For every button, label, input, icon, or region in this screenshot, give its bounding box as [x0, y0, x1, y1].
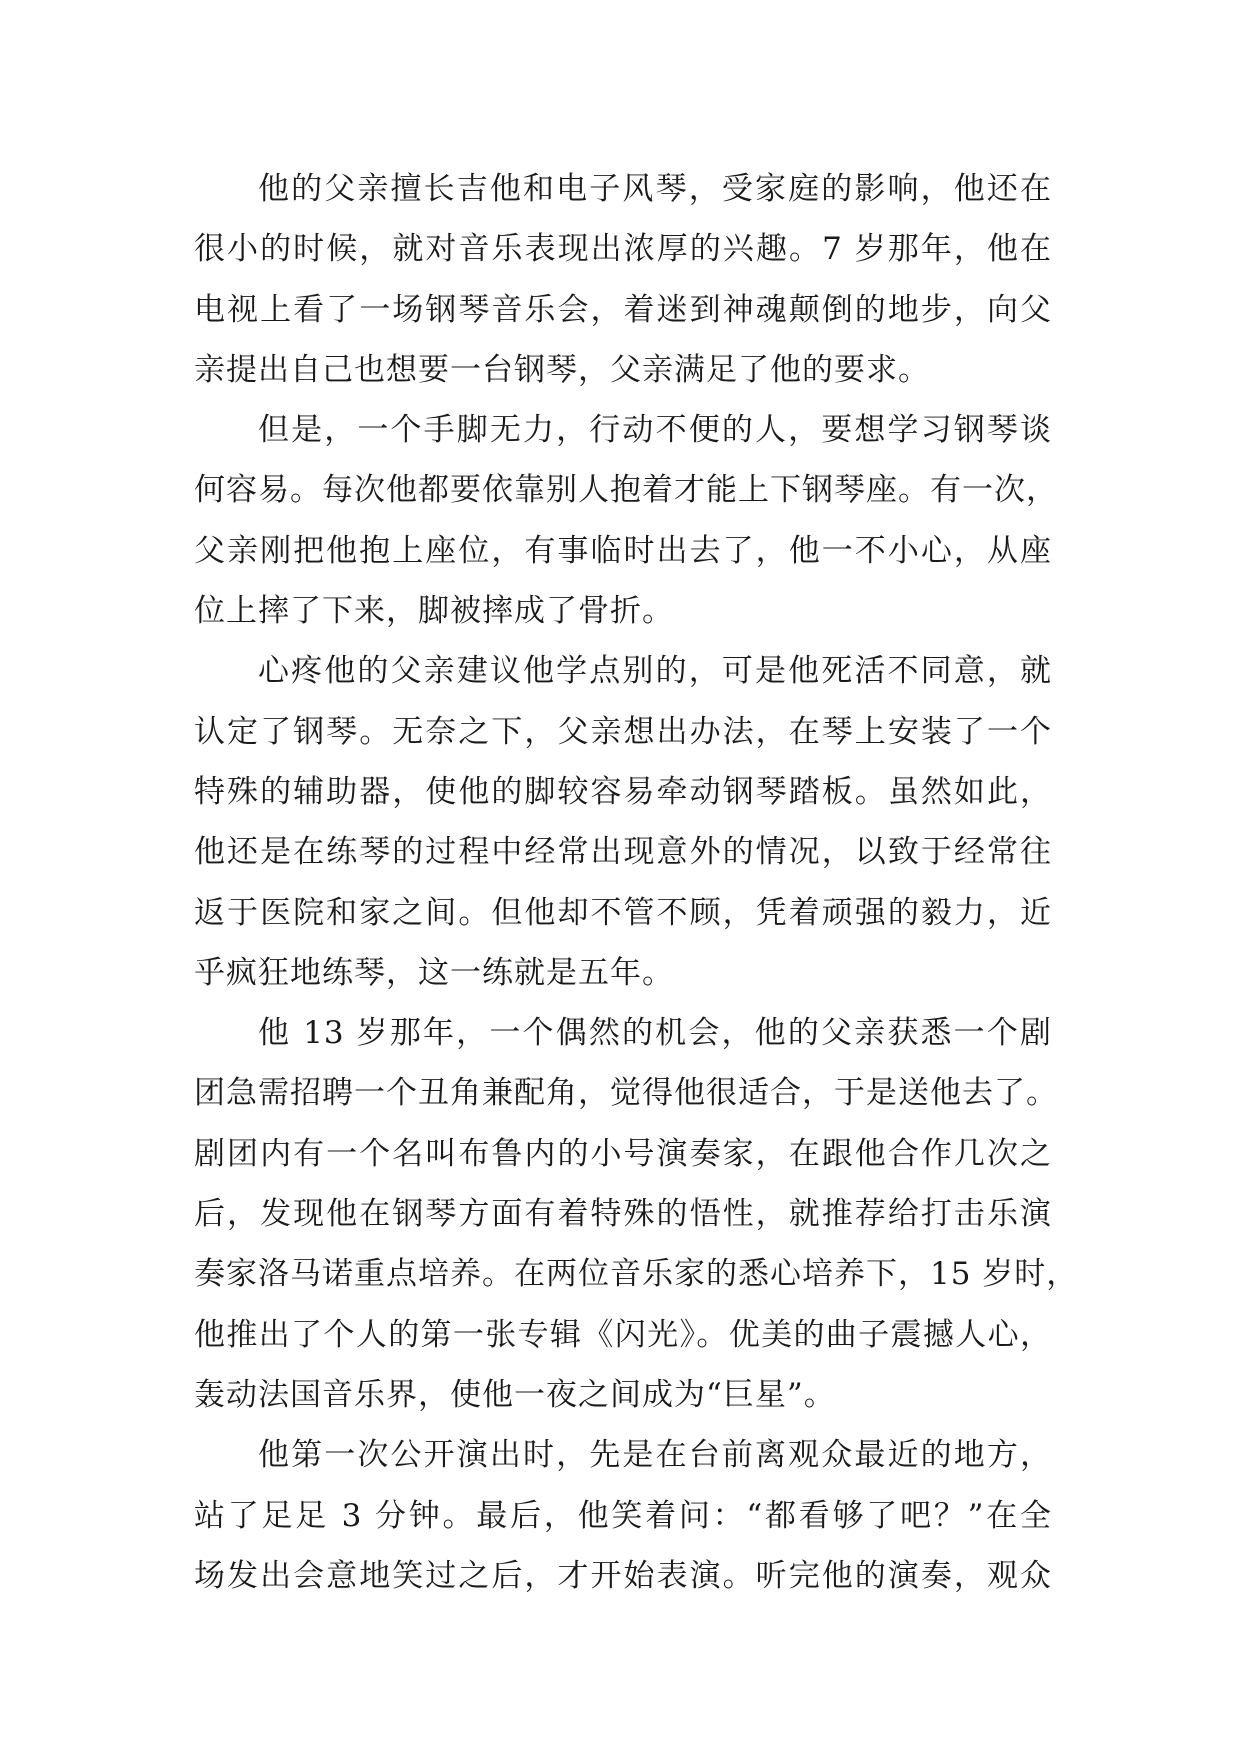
text-line: 亲提出自己也想要一台钢琴，父亲满足了他的要求。: [194, 351, 930, 388]
text-line: 奏家洛马诺重点培养。在两位音乐家的悉心培养下，15 岁时，: [194, 1256, 1079, 1293]
text-line: 团急需招聘一个丑角兼配角，觉得他很适合，于是送他去了。: [194, 1075, 1058, 1112]
text-line: 他的父亲擅长吉他和电子风琴，受家庭的影响，他还在: [258, 171, 1052, 207]
text-line: 剧团内有一个名叫布鲁内的小号演奏家，在跟他合作几次之: [194, 1135, 1052, 1172]
text-line: 他第一次公开演出时，先是在台前离观众最近的地方，: [258, 1437, 1052, 1474]
text-line: 他 13 岁那年，一个偶然的机会，他的父亲获悉一个剧: [258, 1015, 1052, 1052]
text-line: 他推出了个人的第一张专辑《闪光》。优美的曲子震撼人心，: [194, 1316, 1052, 1353]
text-line: 位上摔了下来，脚被摔成了骨折。: [194, 593, 674, 630]
text-line: 后，发现他在钢琴方面有着特殊的悟性，就推荐给打击乐演: [194, 1196, 1052, 1233]
text-line: 场发出会意地笑过之后，才开始表演。听完他的演奏，观众: [194, 1557, 1052, 1594]
text-line: 轰动法国音乐界，使他一夜之间成为“巨星”。: [194, 1376, 836, 1413]
text-line: 乎疯狂地练琴，这一练就是五年。: [194, 954, 674, 991]
text-line: 心疼他的父亲建议他学点别的，可是他死活不同意，就: [258, 653, 1052, 690]
paragraph-1: [194, 159, 1052, 400]
text-line: 但是，一个手脚无力，行动不便的人，要想学习钢琴谈: [258, 412, 1052, 449]
text-line: 父亲刚把他抱上座位，有事临时出去了，他一不小心，从座: [194, 532, 1052, 569]
text-line: 他还是在练琴的过程中经常出现意外的情况，以致于经常往: [194, 834, 1052, 871]
text-line: 返于医院和家之间。但他却不管不顾，凭着顽强的毅力，近: [194, 894, 1052, 931]
paragraph-3: [194, 641, 1052, 1003]
text-line: 特殊的辅助器，使他的脚较容易牵动钢琴踏板。虽然如此，: [194, 773, 1052, 810]
article-body: [194, 159, 1079, 1606]
paragraph-2: [194, 400, 1058, 641]
text-line: 站了足足 3 分钟。最后，他笑着问：“都看够了吧？”在全: [194, 1497, 1052, 1534]
text-line: 认定了钢琴。无奈之下，父亲想出办法，在琴上安装了一个: [194, 713, 1052, 750]
text-line: 何容易。每次他都要依靠别人抱着才能上下钢琴座。有一次，: [194, 472, 1058, 509]
text-line: 很小的时候，就对音乐表现出浓厚的兴趣。7 岁那年，他在: [194, 231, 1052, 268]
text-line: 电视上看了一场钢琴音乐会，着迷到神魂颠倒的地步，向父: [194, 291, 1052, 328]
paragraph-5: [194, 1425, 1052, 1606]
paragraph-4: [194, 1003, 1079, 1425]
